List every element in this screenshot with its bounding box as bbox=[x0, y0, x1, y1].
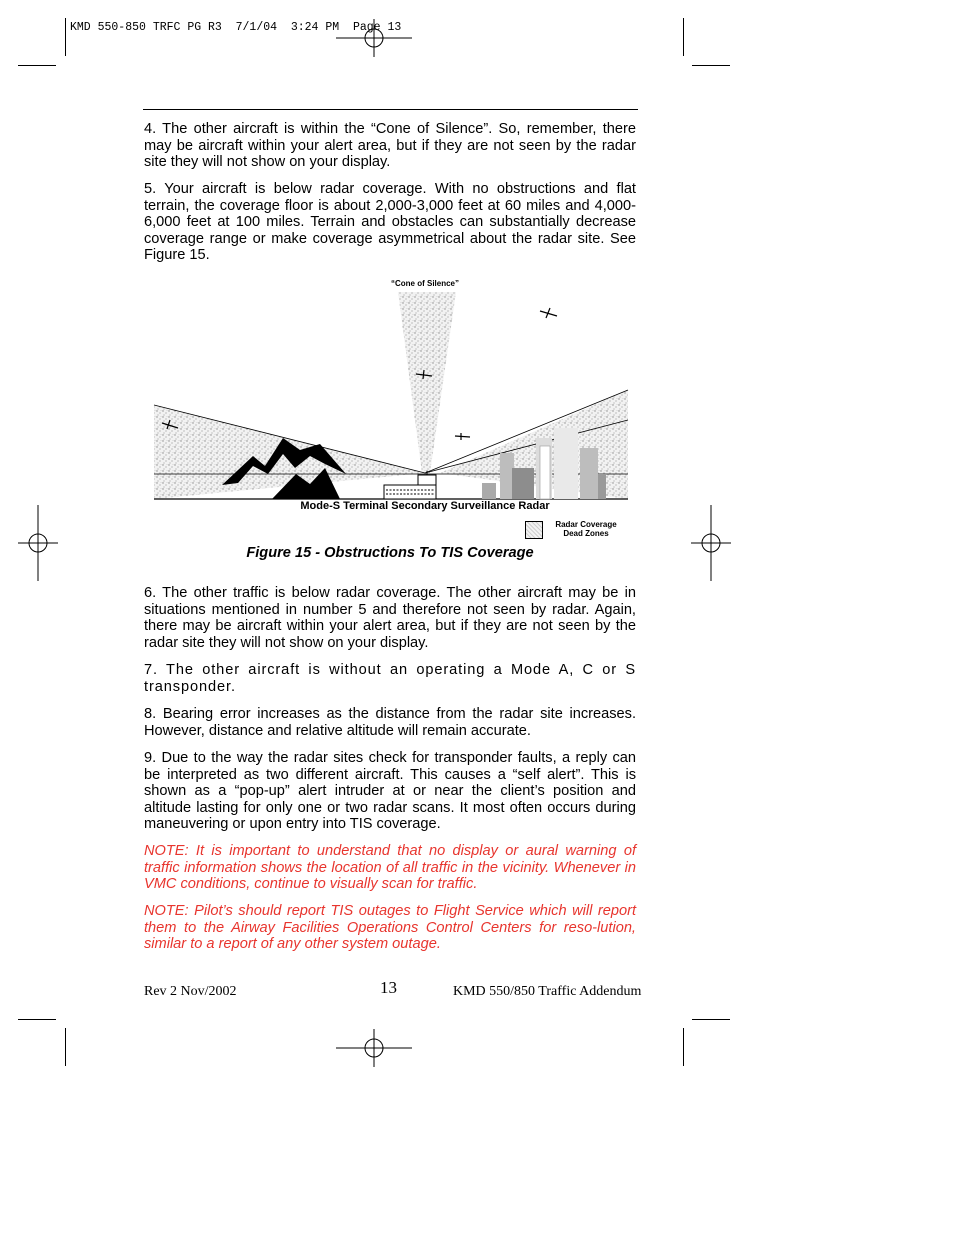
header-rule bbox=[143, 109, 638, 110]
paragraph-4: 4. The other aircraft is within the “Cone of Silence”. So, remember, there may be aircraft within your alert area, but if they are not seen by the radar site they will not show on your display. bbox=[144, 121, 636, 170]
crop-mark bbox=[65, 1028, 66, 1066]
crop-mark bbox=[692, 1019, 730, 1020]
note-visual-scan: NOTE: It is important to understand that no display or aural warning of traffic information shows the location of all traffic in the vicinity. Whenever in VMC conditions, continue to visually scan for traffic. bbox=[144, 843, 636, 892]
paragraph-6: 6. The other traffic is below radar coverage. The other aircraft may be in situations mentioned in number 5 and therefore not seen by radar. Again, there may be aircraft within your alert area, but if they are not seen by the radar site they will not show on your display. bbox=[144, 585, 636, 651]
note-tis-outages: NOTE: Pilot’s should report TIS outages to Flight Service which will report them to the Airway Facilities Operations Control Centers for reso-lution, similar to a report of any other system outage. bbox=[144, 903, 636, 952]
cone-of-silence bbox=[398, 292, 456, 473]
cone-of-silence-label: “Cone of Silence” bbox=[390, 279, 459, 288]
crop-mark bbox=[683, 1028, 684, 1066]
legend-label bbox=[545, 520, 627, 538]
print-slug: KMD 550-850 TRFC PG R3 7/1/04 3:24 PM Page 13 bbox=[70, 21, 402, 34]
paragraph-9: 9. Due to the way the radar sites check for transponder faults, a reply can be interpreted as two different aircraft. This causes a “self alert”. This is shown as a “pop-up” alert intruder at or near the client’s position and altitude lasting for only one or two radar scans. It most often occurs during maneuvering or upon entry into TIS coverage. bbox=[144, 750, 636, 832]
registration-mark-left bbox=[18, 505, 58, 581]
airplane-icon bbox=[540, 308, 557, 318]
crop-mark bbox=[65, 18, 66, 56]
registration-mark-right bbox=[691, 505, 731, 581]
crop-mark bbox=[683, 18, 684, 56]
crop-mark bbox=[692, 65, 730, 66]
footer-document-title: KMD 550/850 Traffic Addendum bbox=[453, 984, 642, 999]
legend-label-line2: Dead Zones bbox=[563, 529, 609, 538]
paragraph-8: 8. Bearing error increases as the distance from the radar site increases. However, distance and relative altitude will remain accurate. bbox=[144, 706, 636, 739]
crop-mark bbox=[18, 1019, 56, 1020]
paragraph-7: 7. The other aircraft is without an operating a Mode A, C or S transponder. bbox=[144, 662, 636, 695]
paragraph-5: 5. Your aircraft is below radar coverage. With no obstructions and flat terrain, the coverage floor is about 2,000-3,000 feet at 60 miles and 4,000-6,000 feet at 100 miles. Terrain and obstacles can substantially decrease coverage range or make coverage asymmetrical about the radar site. See Figure 15. bbox=[144, 181, 636, 263]
crop-mark bbox=[18, 65, 56, 66]
registration-mark-bottom bbox=[336, 1029, 412, 1067]
footer-revision: Rev 2 Nov/2002 bbox=[144, 984, 237, 999]
legend-label-line1: Radar Coverage bbox=[555, 520, 617, 529]
airplane-icon bbox=[455, 433, 470, 440]
figure-caption: Figure 15 - Obstructions To TIS Coverage bbox=[246, 545, 534, 561]
legend-swatch bbox=[525, 521, 543, 539]
page-number: 13 bbox=[380, 978, 397, 997]
radar-label: Mode-S Terminal Secondary Surveillance Radar bbox=[300, 500, 550, 512]
